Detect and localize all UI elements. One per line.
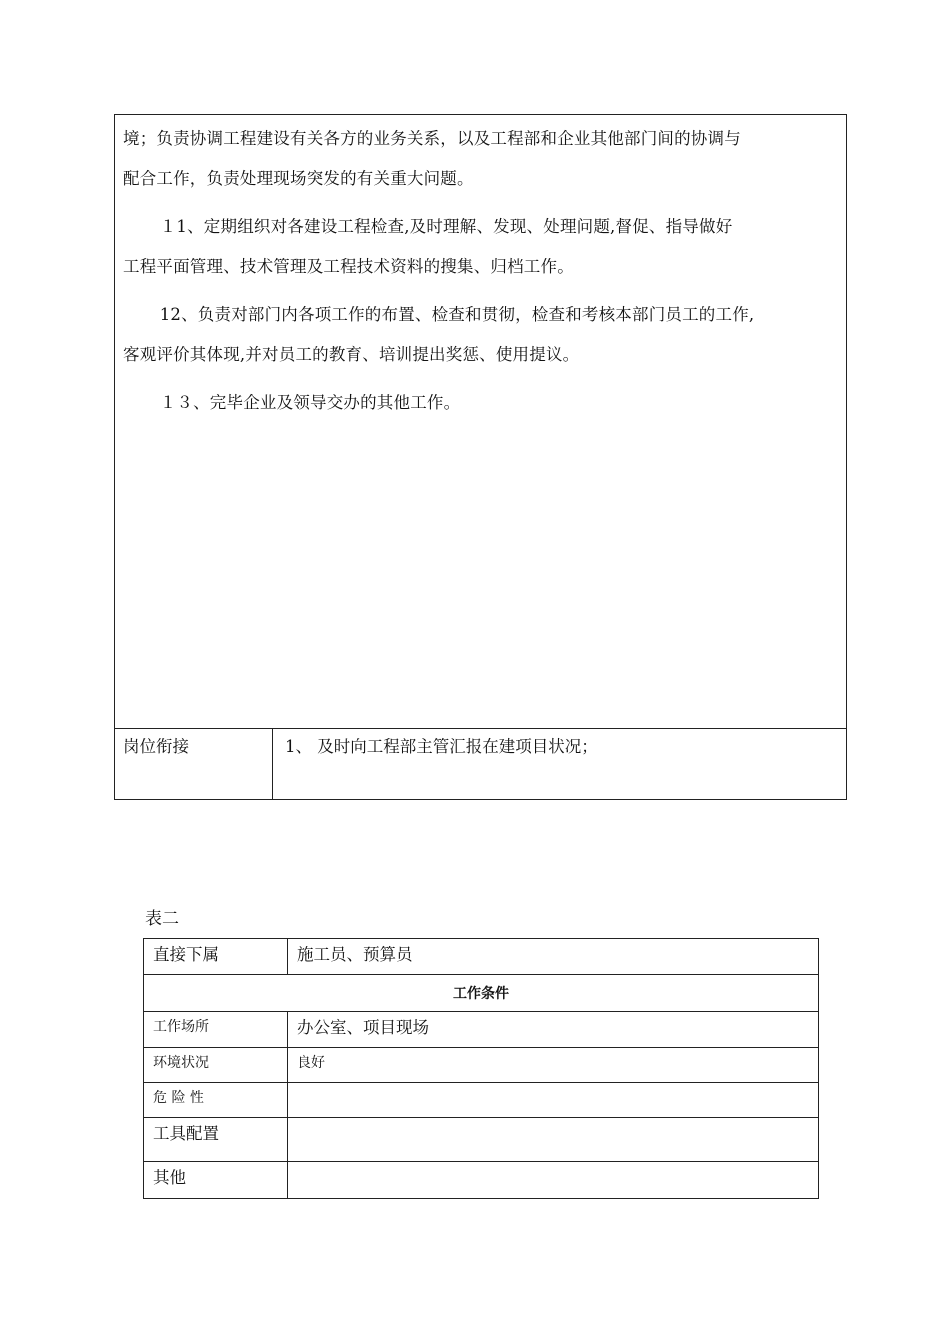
row-value — [288, 1083, 819, 1118]
table-row — [144, 1083, 819, 1118]
duties-cell — [115, 115, 846, 729]
duty-line: 客观评价其体现,并对员工的教育、培训提出奖惩、使用提议。 — [123, 345, 580, 364]
row-label: 工具配置 — [144, 1118, 288, 1162]
table-row — [144, 1048, 819, 1083]
duty-line: １1、定期组织对各建设工程检查,及时理解、发现、处理问题,督促、指导做好 — [143, 217, 733, 236]
position-link-row — [115, 729, 846, 799]
row-value: 良好 — [288, 1048, 819, 1083]
row-value — [288, 1162, 819, 1199]
table-row — [144, 939, 819, 975]
position-link-value: 1、 及时向工程部主管汇报在建项目状况； — [285, 737, 598, 756]
section-header: 工作条件 — [144, 975, 819, 1012]
duties-table — [114, 114, 847, 800]
table-row — [144, 1162, 819, 1199]
row-value: 办公室、项目现场 — [288, 1012, 819, 1048]
position-link-label: 岗位衔接 — [115, 729, 273, 799]
duty-line: 境；负责协调工程建设有关各方的业务关系，以及工程部和企业其他部门间的协调与 — [123, 129, 741, 148]
row-label: 危 险 性 — [144, 1083, 288, 1118]
table-caption: 表二 — [145, 909, 179, 929]
row-value: 施工员、预算员 — [288, 939, 819, 975]
duty-line: １３、完毕企业及领导交办的其他工作。 — [143, 393, 461, 412]
duty-line: 12、负责对部门内各项工作的布置、检查和贯彻，检查和考核本部门员工的工作, — [143, 305, 755, 324]
duty-line: 工程平面管理、技术管理及工程技术资料的搜集、归档工作。 — [123, 257, 574, 276]
work-conditions-table — [143, 938, 819, 1199]
duty-line: 配合工作，负责处理现场突发的有关重大问题。 — [123, 169, 474, 188]
row-label: 工作场所 — [144, 1012, 288, 1048]
table-row — [144, 1118, 819, 1162]
row-value — [288, 1118, 819, 1162]
table-header-row — [144, 975, 819, 1012]
row-label: 其他 — [144, 1162, 288, 1199]
table-row — [144, 1012, 819, 1048]
row-label: 环境状况 — [144, 1048, 288, 1083]
row-label: 直接下属 — [144, 939, 288, 975]
